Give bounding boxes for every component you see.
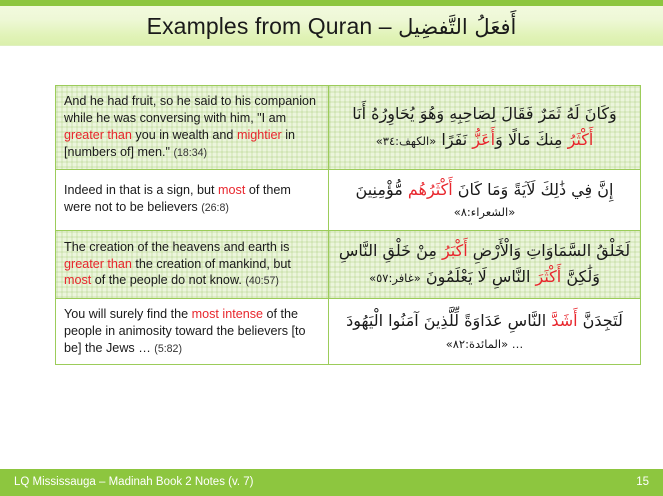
ar-text-pre: إِنَّ فِي ذَٰلِكَ لَآيَةً وَمَا كَانَ bbox=[452, 179, 614, 199]
en-highlight-2: most bbox=[64, 273, 92, 288]
en-text-post: of the people do not know. bbox=[91, 273, 246, 288]
en-text-mid: of the people in animosity toward the believers [to be] the Jews … bbox=[64, 306, 306, 355]
verse-reference-english: (5:82) bbox=[154, 342, 182, 355]
arabic-line-1: وَكَانَ لَهُ ثَمَرٌ فَقَالَ لِصَاحِبِهِ وَهُوَ يُحَاوِرُهُ أَنَا bbox=[352, 103, 617, 123]
page-number: 15 bbox=[636, 476, 649, 488]
ar-highlight-2: أَعَزُّ bbox=[472, 129, 496, 149]
footer-label: LQ Mississauga – Madinah Book 2 Notes (v. 7) bbox=[14, 476, 254, 488]
ar-text-pre: لَخَلْقُ السَّمَاوَاتِ وَالْأَرْضِ bbox=[467, 241, 631, 261]
en-text-pre: And he had fruit, so he said to his companion while he was conversing with him, "I am bbox=[64, 94, 317, 125]
arabic-line-2 bbox=[337, 264, 632, 290]
table-row bbox=[56, 298, 641, 365]
verse-reference-english: (40:57) bbox=[245, 275, 279, 288]
page-title-english: Examples from Quran – bbox=[146, 13, 399, 39]
en-text-pre: Indeed in that is a sign, but bbox=[64, 183, 219, 198]
arabic-verse-cell bbox=[329, 169, 641, 231]
arabic-verse-cell bbox=[329, 231, 641, 299]
page-title-arabic: أَفعَلُ التَّفضِيل bbox=[398, 15, 517, 39]
en-highlight-1: most intense bbox=[191, 306, 264, 321]
english-translation-cell bbox=[56, 298, 329, 365]
en-highlight-1: most bbox=[218, 183, 246, 198]
page-title bbox=[0, 6, 663, 46]
en-highlight-1: greater than bbox=[64, 127, 132, 142]
english-translation-cell bbox=[56, 169, 329, 231]
arabic-line-1 bbox=[337, 238, 632, 264]
arabic-line-2 bbox=[337, 127, 632, 153]
verse-reference-arabic: … «المائدة:٨٢» bbox=[445, 337, 524, 352]
en-highlight-1: greater than bbox=[64, 256, 132, 271]
quran-examples-table bbox=[55, 85, 641, 365]
verse-reference-arabic: «الشعراء:٨» bbox=[453, 205, 516, 220]
table-body bbox=[56, 86, 641, 365]
verse-reference-arabic: «الكهف:٣٤» bbox=[375, 133, 437, 148]
table-row bbox=[56, 169, 641, 231]
ar-highlight-1: أَكْبَرُ bbox=[441, 241, 468, 261]
english-translation-cell bbox=[56, 86, 329, 170]
ar-text-post: مِنْ خَلْقِ النَّاسِ bbox=[338, 241, 442, 261]
slide-footer-bar bbox=[0, 469, 663, 496]
verse-reference-english: (26:8) bbox=[201, 202, 229, 215]
ar-text-mid: مِنكَ مَالًا وَ bbox=[495, 129, 568, 149]
verse-reference-arabic: «غافر:٥٧» bbox=[369, 270, 421, 285]
ar-text-pre-2: وَلَٰكِنَّ bbox=[561, 266, 600, 286]
en-text-post: in [numbers of] men." bbox=[64, 127, 296, 159]
arabic-line-1 bbox=[337, 177, 632, 203]
arabic-line-1 bbox=[337, 308, 632, 334]
ar-highlight-1: أَكْثَرُهُم bbox=[407, 179, 453, 199]
table-row bbox=[56, 231, 641, 299]
en-text-pre: The creation of the heavens and earth is bbox=[64, 239, 290, 254]
verse-reference-english: (18:34) bbox=[173, 146, 208, 159]
en-text-mid: of them were not to be believers bbox=[64, 183, 291, 215]
ar-text-post-2: النَّاسِ لَا يَعْلَمُونَ bbox=[425, 266, 536, 286]
ar-highlight-1: أَشَدَّ bbox=[551, 311, 578, 331]
ar-highlight-1: أَكْثَرُ bbox=[567, 129, 594, 149]
arabic-verse-cell bbox=[329, 298, 641, 365]
english-translation-cell bbox=[56, 231, 329, 299]
en-highlight-2: mightier bbox=[236, 127, 282, 142]
slide-title-bar bbox=[0, 0, 663, 46]
table-row bbox=[56, 86, 641, 170]
arabic-verse-cell bbox=[329, 86, 641, 170]
en-text-mid: the creation of mankind, but bbox=[131, 256, 291, 271]
ar-text-pre: لَتَجِدَنَّ bbox=[577, 311, 623, 331]
ar-text-post: مُّؤْمِنِينَ bbox=[355, 179, 408, 199]
ar-highlight-2: أَكْثَرَ bbox=[535, 266, 562, 286]
en-text-pre: You will surely find the bbox=[64, 306, 192, 321]
en-text-mid: you in wealth and bbox=[131, 127, 237, 142]
ar-text-post: النَّاسِ عَدَاوَةً لِّلَّذِينَ آمَنُوا الْيَهُودَ bbox=[346, 311, 552, 331]
ar-text-post: نَفَرًا bbox=[441, 129, 473, 149]
